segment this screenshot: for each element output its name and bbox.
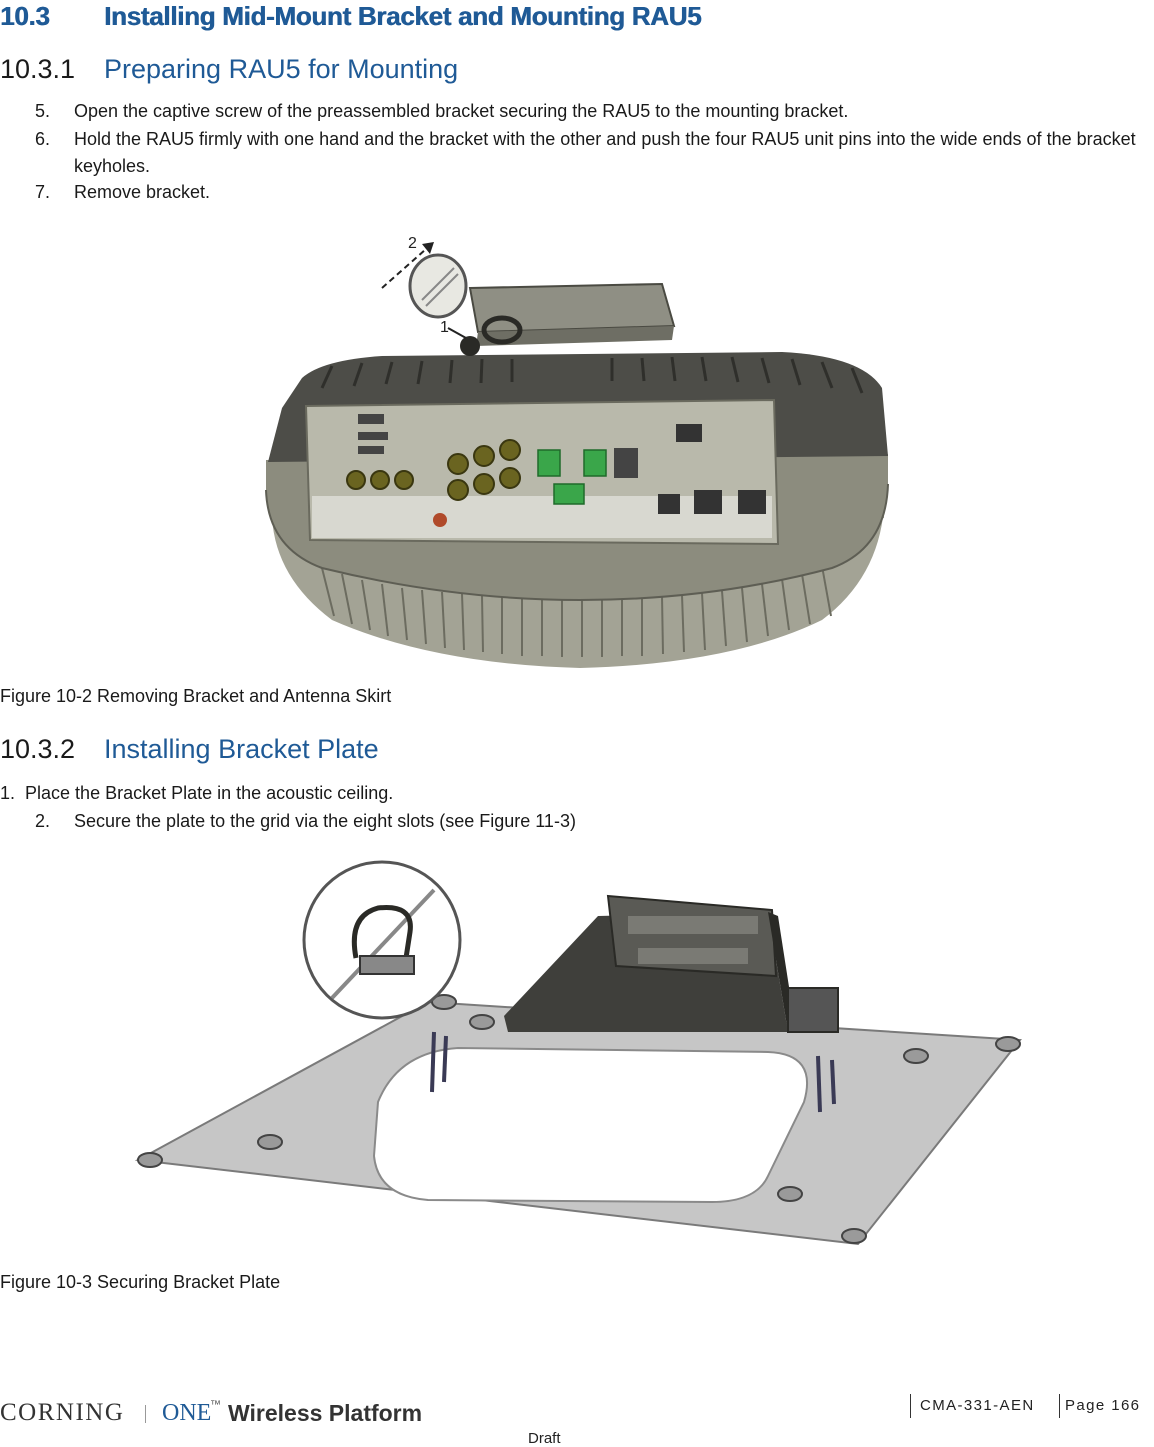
subsection-number-2: 10.3.2 bbox=[0, 734, 76, 764]
step-number: 2. bbox=[35, 811, 51, 831]
subsection-heading-1 bbox=[0, 54, 458, 85]
step-text: Secure the plate to the grid via the eight slots (see Figure 11-3) bbox=[74, 811, 576, 831]
step-text: Remove bracket. bbox=[74, 182, 211, 202]
step-number: 7. bbox=[35, 182, 51, 202]
wireless-platform-logo: Wireless Platform bbox=[228, 1400, 423, 1426]
logo-divider bbox=[145, 1405, 146, 1423]
step-text: Place the Bracket Plate in the acoustic ceiling. bbox=[25, 783, 394, 803]
step-text: Open the captive screw of the preassembled bracket securing the RAU5 to the mounting bracket. bbox=[74, 101, 849, 121]
section-number: 10.3 bbox=[0, 1, 50, 31]
step-number: 1. bbox=[0, 783, 16, 803]
subsection-heading-2 bbox=[0, 734, 379, 765]
figure-bracket-plate bbox=[128, 856, 1032, 1252]
figure-caption-2: Figure 10-3 Securing Bracket Plate bbox=[0, 1272, 281, 1292]
footer-divider-2 bbox=[1059, 1394, 1060, 1418]
step-number: 6. bbox=[35, 129, 51, 149]
figure-caption-1: Figure 10-2 Removing Bracket and Antenna Skirt bbox=[0, 686, 392, 706]
callout-2: 2 bbox=[408, 235, 417, 252]
footer-logo bbox=[0, 1399, 430, 1429]
one-logo: ONE bbox=[162, 1400, 212, 1426]
corning-logo: CORNING bbox=[0, 1399, 125, 1426]
page-number: Page 166 bbox=[1065, 1397, 1141, 1414]
document-id: CMA-331-AEN bbox=[920, 1397, 1035, 1414]
subsection-title-2: Installing Bracket Plate bbox=[104, 734, 379, 764]
section-title: Installing Mid-Mount Bracket and Mounting RAU5 bbox=[104, 1, 702, 31]
trademark-symbol: ™ bbox=[210, 1399, 221, 1411]
footer-divider-1 bbox=[910, 1394, 911, 1418]
step-number: 5. bbox=[35, 101, 51, 121]
callout-1: 1 bbox=[440, 319, 449, 336]
draft-label: Draft bbox=[528, 1430, 561, 1447]
figure-rau5-removing-bracket bbox=[262, 228, 898, 670]
subsection-title-1: Preparing RAU5 for Mounting bbox=[104, 54, 459, 84]
step-text: Hold the RAU5 firmly with one hand and the bracket with the other and push the four RAU5 unit pins into the wide ends of the bracket keyholes. bbox=[74, 129, 1136, 176]
subsection-number-1: 10.3.1 bbox=[0, 54, 76, 84]
section-heading bbox=[0, 1, 701, 32]
list-item bbox=[0, 780, 393, 807]
